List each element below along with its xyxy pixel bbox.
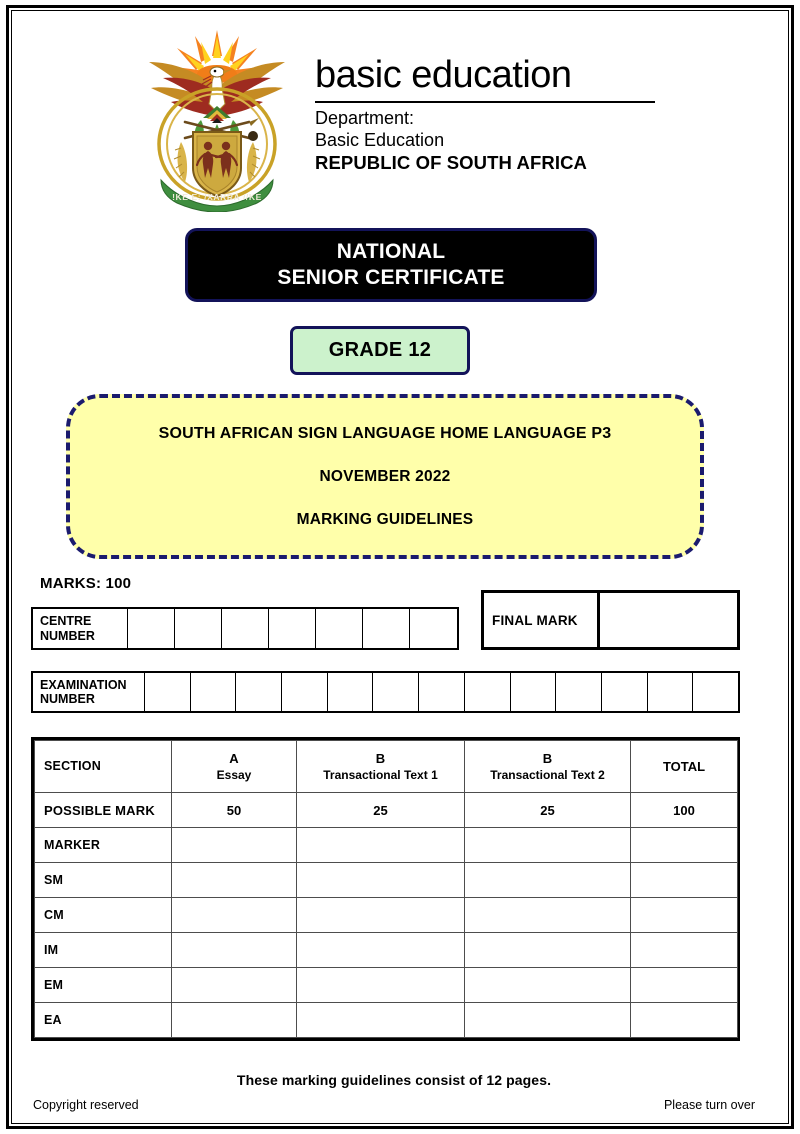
centre-number-cell[interactable] [128, 609, 175, 648]
examination-number-cell[interactable] [465, 673, 511, 711]
examination-number-field[interactable] [31, 671, 740, 713]
document-type: MARKING GUIDELINES [296, 510, 474, 528]
im-cell-b2[interactable] [465, 933, 631, 968]
table-row [35, 793, 738, 828]
ea-cell-total[interactable] [631, 1003, 738, 1038]
marker-cell-b2[interactable] [465, 828, 631, 863]
header-column-a [172, 741, 297, 793]
grade-label: GRADE 12 [328, 339, 432, 361]
centre-number-label-line-1: CENTRE [40, 614, 92, 628]
table-row [35, 968, 738, 1003]
total-marks-label: MARKS: 100 [40, 575, 132, 592]
header-a-letter: A [229, 750, 239, 766]
row-label: EA [35, 1003, 172, 1038]
department-line-1: Department: [315, 108, 415, 128]
table-row [35, 863, 738, 898]
em-cell-total[interactable] [631, 968, 738, 1003]
brand-underline [315, 101, 655, 103]
cm-cell-b2[interactable] [465, 898, 631, 933]
header-total-label: TOTAL [662, 758, 706, 774]
examination-number-cell[interactable] [373, 673, 419, 711]
examination-number-cell[interactable] [282, 673, 328, 711]
row-label: EM [35, 968, 172, 1003]
examination-number-cell[interactable] [236, 673, 282, 711]
examination-number-cell[interactable] [648, 673, 694, 711]
centre-number-cell[interactable] [175, 609, 222, 648]
header-b1-sub: Transactional Text 1 [323, 768, 438, 783]
examination-number-cell[interactable] [191, 673, 237, 711]
subject-title: SOUTH AFRICAN SIGN LANGUAGE HOME LANGUAGE P3 [158, 425, 612, 442]
header-b1-letter: B [375, 750, 386, 766]
ea-cell-b2[interactable] [465, 1003, 631, 1038]
header-column-b1 [297, 741, 465, 793]
centre-number-cell[interactable] [410, 609, 457, 648]
examination-number-cell[interactable] [556, 673, 602, 711]
sm-cell-b2[interactable] [465, 863, 631, 898]
table-row [35, 933, 738, 968]
examination-number-label-line-1: EXAMINATION [40, 677, 127, 692]
brand-title: basic education [315, 54, 572, 96]
cm-cell-a[interactable] [172, 898, 297, 933]
row-label: IM [35, 933, 172, 968]
final-mark-value[interactable] [600, 593, 737, 647]
im-cell-a[interactable] [172, 933, 297, 968]
centre-number-field[interactable] [31, 607, 459, 650]
grade-badge [290, 326, 470, 375]
possible-mark-total: 100 [631, 793, 738, 828]
centre-number-cell[interactable] [222, 609, 269, 648]
row-label: SM [35, 863, 172, 898]
em-cell-b1[interactable] [297, 968, 465, 1003]
header-column-b2 [465, 741, 631, 793]
department-line-3: REPUBLIC OF SOUTH AFRICA [315, 151, 588, 173]
ea-cell-b1[interactable] [297, 1003, 465, 1038]
examination-number-cell[interactable] [511, 673, 557, 711]
row-label: POSSIBLE MARK [35, 793, 172, 828]
final-mark-label: FINAL MARK [484, 593, 600, 647]
possible-mark-a: 50 [172, 793, 297, 828]
national-senior-certificate-banner [185, 228, 597, 302]
centre-number-cell[interactable] [316, 609, 363, 648]
ea-cell-a[interactable] [172, 1003, 297, 1038]
table-header-row [35, 741, 738, 793]
nsc-line-1: NATIONAL [336, 240, 446, 264]
im-cell-b1[interactable] [297, 933, 465, 968]
document-header [0, 22, 788, 212]
header-b2-letter: B [542, 750, 553, 766]
examination-number-cell[interactable] [328, 673, 374, 711]
sm-cell-total[interactable] [631, 863, 738, 898]
examination-number-cell[interactable] [145, 673, 191, 711]
marker-cell-b1[interactable] [297, 828, 465, 863]
examination-number-cell[interactable] [602, 673, 648, 711]
department-wordmark [315, 22, 655, 174]
subject-banner [66, 394, 704, 559]
nsc-line-2: SENIOR CERTIFICATE [277, 266, 505, 289]
possible-mark-b2: 25 [465, 793, 631, 828]
row-label: CM [35, 898, 172, 933]
table-row [35, 828, 738, 863]
header-column-total [631, 741, 738, 793]
examination-number-cell[interactable] [693, 673, 738, 711]
final-mark-field[interactable] [481, 590, 740, 650]
turn-over-notice: Please turn over [663, 1098, 755, 1112]
svg-text:!KE E: /XARRA //KE: !KE E: /XARRA //KE [172, 192, 262, 202]
cm-cell-b1[interactable] [297, 898, 465, 933]
marker-cell-total[interactable] [631, 828, 738, 863]
examination-number-label-line-2: NUMBER [40, 692, 95, 706]
marks-table [31, 737, 740, 1041]
possible-mark-b1: 25 [297, 793, 465, 828]
examination-number-label [33, 673, 145, 711]
copyright-notice: Copyright reserved [33, 1098, 139, 1112]
em-cell-a[interactable] [172, 968, 297, 1003]
sm-cell-a[interactable] [172, 863, 297, 898]
sm-cell-b1[interactable] [297, 863, 465, 898]
examination-number-cell[interactable] [419, 673, 465, 711]
table-row [35, 898, 738, 933]
header-a-sub: Essay [216, 768, 252, 783]
im-cell-total[interactable] [631, 933, 738, 968]
em-cell-b2[interactable] [465, 968, 631, 1003]
centre-number-cell[interactable] [269, 609, 316, 648]
cm-cell-total[interactable] [631, 898, 738, 933]
department-line-2: Basic Education [315, 129, 445, 150]
table-row [35, 1003, 738, 1038]
exam-session: NOVEMBER 2022 [319, 468, 451, 485]
header-section-label: SECTION [35, 741, 172, 793]
centre-number-label-line-2: NUMBER [40, 628, 95, 643]
page-count-note: These marking guidelines consist of 12 pages. [236, 1072, 552, 1088]
marker-cell-a[interactable] [172, 828, 297, 863]
centre-number-cell[interactable] [363, 609, 410, 648]
coat-of-arms-icon [133, 22, 301, 212]
row-label: MARKER [35, 828, 172, 863]
centre-number-label [33, 609, 128, 648]
header-b2-sub: Transactional Text 2 [490, 768, 605, 783]
